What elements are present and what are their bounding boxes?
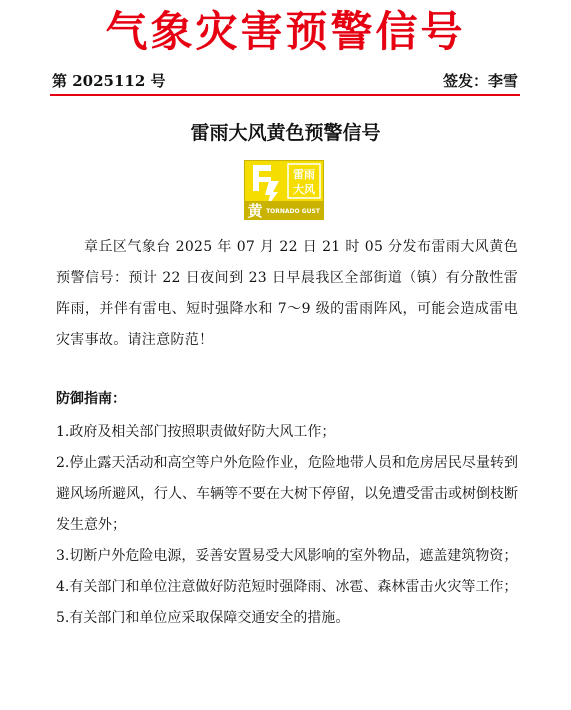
header-title: 气象灾害预警信号 — [105, 7, 466, 56]
thunderstorm-wind-yellow-warning-icon — [244, 160, 324, 220]
intro-paragraph: 章丘区气象台 2025 年 07 月 22 日 21 时 05 分发布雷雨大风黄色预警信号：预计 22 日夜间到 23 日早晨我区全部街道（镇）有分散性雷阵雨，并伴有雷电、短时强降水和 7～9 级的雷雨阵风，可能会造成雷电灾害事故。请注意防范！ — [56, 239, 518, 348]
document-title: 雷雨大风黄色预警信号 — [190, 122, 381, 144]
guidance-item: 1.政府及相关部门按照职责做好防大风工作； — [56, 424, 336, 440]
issuer: 签发：李雪 — [442, 72, 518, 90]
guidance-item: 5.有关部门和单位应采取保障交通安全的措施。 — [56, 610, 350, 626]
icon-label-top: 雷雨 — [293, 168, 315, 181]
guidance-item: 4.有关部门和单位注意做好防范短时强降雨、冰雹、森林雷击火灾等工作； — [56, 579, 518, 595]
red-divider — [50, 94, 520, 96]
icon-color-char: 黄 — [247, 202, 263, 219]
guidance-item: 2.停止露天活动和高空等户外危险作业，危险地带人员和危房居民尽量转到避风场所避风，行人、车辆等不要在大树下停留，以免遭受雷击或树倒枝断发生意外； — [56, 455, 518, 533]
icon-label-bottom: 大风 — [293, 183, 315, 196]
icon-caption: TORNADO GUST — [266, 208, 320, 215]
document-body — [56, 232, 518, 634]
spacer — [56, 356, 518, 384]
guidance-item: 3.切断户外危险电源，妥善安置易受大风影响的室外物品，遮盖建筑物资； — [56, 548, 518, 564]
meta-row — [52, 68, 522, 94]
guidance-title: 防御指南： — [56, 391, 126, 407]
warning-icon-graphic — [245, 161, 323, 219]
issue-number: 第 2025112 号 — [52, 72, 166, 90]
guidance-list — [56, 417, 518, 634]
